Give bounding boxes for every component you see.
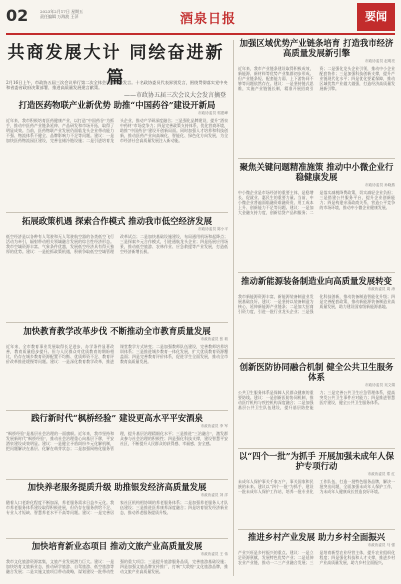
- lead-paragraph: 2月16日上午，市政协五届三次会议举行第二次全体会议暨大会发言。十名政协委员代表界别发言，围绕贯彻落实党中央和省委省政府决策部署、推进高质量发展建言献策。: [6, 80, 228, 91]
- article-title: 聚焦关键问题精准施策 推动中小微企业行稳健康发展: [239, 162, 394, 182]
- headline-title: 共商发展大计 同绘奋进新篇: [7, 43, 225, 88]
- article-byline: 市政协委员 赵明亮: [365, 59, 395, 63]
- article-elderly-care: [6, 482, 228, 536]
- masthead: [6, 3, 395, 35]
- article-smes: [238, 162, 395, 270]
- article-culture-tourism: [6, 541, 228, 581]
- article-body: 我市文化旅游资源富集，文旅产业发展潜力巨大。建议：一是加快培育文旅新业态，推动研学旅游、自驾旅游、低空旅游等融合发展；二是实施文旅项目带动战略，谋划建设一批带动性强的重大项目；三是提升旅游服务品质，完善旅游基础设施；四是加强文旅品牌宣传推广，打响“大敦煌”文化旅游品牌，推动文旅产业高质量发展。: [6, 559, 228, 575]
- article-public-health: [238, 362, 395, 446]
- article-medicine: [6, 100, 228, 210]
- article-byline: 市政协委员 刘 洋: [200, 493, 228, 497]
- article-title: 推动新能源装备制造业向高质量发展转变: [241, 276, 392, 286]
- article-byline: 市政协委员 马 强: [367, 543, 395, 547]
- headline-subtitle: ——市政协五届三次会议大会发言摘登: [123, 92, 226, 99]
- divider: [6, 410, 228, 411]
- article-title: 加快养老服务提质升级 助推银发经济高质量发展: [27, 482, 207, 492]
- article-byline: 市政协委员 王 伟: [200, 552, 228, 556]
- article-title: 推进乡村产业发展 助力乡村全面振兴: [248, 532, 385, 542]
- article-body: 未成年人保护事关千家万户，事关国家和民族的未来。建议以“四个一批”为抓手，建设一批未成年人保护工作站，培养一批专业化工作队伍，打造一批特色服务品牌，解决一批突出问题，全面加强未成年人保护工作，为未成年人健康成长营造良好环境。: [238, 479, 395, 495]
- article-byline: 市政协委员 张 莉: [200, 337, 228, 341]
- article-body: 公共卫生服务体系是保障人民群众健康的重要防线。建议：一是创新医防协同机制，推动医疗机构与疾控机构深度融合；二是加强基层公共卫生队伍建设，提升基层防控能力；三是完善公共卫生应急管理体系，提高突发公共卫生事件应对能力；四是推进智慧医疗建设，健全公共卫生服务体系。: [238, 390, 395, 411]
- article-byline: 市政协委员 陈小平: [198, 227, 228, 231]
- article-body: 中小微企业是市场经济的重要主体，是稳增长、促就业、惠民生的重要力量。当前，中小微企业普遍面临融资难融资贵、用工成本上升、创新能力不足等问题。建议：一是加大金融支持力度，创新信贷产品和服务；二是落实减税降费政策，切实减轻企业负担；三是搭建公共服务平台，提升企业创新能力；四是构建亲清政商关系，营造公平竞争的市场环境，推动中小微企业健康发展。: [238, 190, 395, 216]
- article-body: “枫桥经验”是基层社会治理的一面旗帜。近年来，我市坚持和发展新时代“枫桥经验”，推动社会治理重心向基层下移，平安酒泉建设成效明显。建议：一是健全矛盾纠纷多元化解机制，把问题解决在基层、化解在萌芽状态；二是加强网格化服务管理，提升基层治理精细化水平；三是推进“三治融合”，激发群众参与社会治理的积极性；四是强化科技支撑，建设智慧平安社区，不断提升人民群众的获得感、幸福感、安全感。: [6, 431, 228, 452]
- editor-line: 责任编辑 万海波 王萍: [40, 14, 79, 19]
- divider: [238, 529, 395, 530]
- divider: [6, 538, 228, 539]
- article-title: 践行新时代“枫桥经验” 建设更高水平平安酒泉: [31, 413, 203, 423]
- article-body: 我市新能源资源丰富，新能源装备制造业发展基础良好。建议：一是坚持以装备制造为核心，延伸新能源产业链条；二是加大招商引资力度，引进一批行业龙头企业；三是强化科技创新，推动装备制造智能化升级；四是完善配套政策，推动新能源装备制造业高质量发展，助力建设国家级新能源基地。: [238, 294, 395, 315]
- article-rural-industry: [238, 532, 395, 581]
- article-title: 拓展政策机遇 探索合作模式 推动我市低空经济发展: [21, 216, 213, 226]
- article-body: 近年来，我市产业链条建设取得积极成效，新能源、新材料等优势产业集群初步形成。但产业链条短、配套能力弱、上下游协同不够等问题依然存在。建议：一是坚持链式思维，实施产业链链长制，精准开展招商引资；二是强化龙头企业引领，推动中小企业配套协作；三是加强科技创新支撑，提升产业链现代化水平；四是优化要素保障，推动区域优势产业做大做强，打造经济高质量发展新引擎。: [238, 66, 395, 92]
- date-line: [40, 9, 100, 19]
- article-minors-protection: [238, 451, 395, 527]
- article-title: 加强区域优势产业链条培育 打造我市经济高质量发展新引擎: [239, 38, 394, 58]
- divider: [238, 358, 395, 359]
- article-industry-chain: [238, 38, 395, 156]
- article-body: 近年来，我市积极培育医药健康产业，以打造“中国药谷”为抓手，推动中医药产业链条延伸、产品研发和市场开拓，取得了明显成效。当前，医药物联产业发展仍面临龙头企业带动能力不强、物流体系不健全、品牌影响力不足等问题。建议：一是加快医药物流园区建设，完善仓储冷链设施；二是引进培育龙头企业，推动产学研深度融合；三是强化品牌建设，提升“酒泉中药材”市场竞争力；四是完善政策支持体系，优化营商环境，助推“中国药谷”建设开创新局面。同时加强人才培养和科技创新，推动医药产业向高端化、智能化、绿色化方向发展，为全市经济社会高质量发展注入新动能。: [6, 118, 228, 144]
- paper-name: 酒泉日报: [180, 12, 237, 27]
- divider: [6, 212, 228, 213]
- divider: [6, 479, 228, 480]
- page-number: 02: [6, 6, 29, 25]
- article-byline: 市政协委员 周 涛: [367, 287, 395, 291]
- article-title: 加快培育新业态项目 推动文旅产业高质量发展: [31, 541, 203, 551]
- divider: [6, 322, 228, 323]
- article-title: 打造医药物联产业新优势 助推“中国药谷”建设开新局: [18, 100, 216, 110]
- article-byline: 市政协委员 孙晓燕: [365, 183, 395, 187]
- article-byline: 市政协委员 李 军: [200, 424, 228, 428]
- article-byline: 市政协委员 郑 红: [367, 472, 395, 476]
- article-new-energy: [238, 276, 395, 356]
- article-byline: 市政协委员 吴文娟: [365, 383, 395, 387]
- article-body: 近年来，全市教育事业发展取得长足进步，办学条件显著改善，教育质量稳步提升。但与人民群众对优质教育的期盼相比，仍存在城乡教育资源配置不均衡、优质师资不足、教育评价改革推进缓慢等问题。建议：一是深化教育教学改革，推进课堂教学方式转变；二是加强教师队伍建设，完善教师培养培训体系；三是推进城乡教育一体化发展，扩大优质教育资源覆盖面；四是完善教育评价体系，促进学生全面发展，推动全市教育高质量发展。: [6, 344, 228, 365]
- article-title: 以“四个一批”为抓手 开展加强未成年人保护专项行动: [239, 451, 394, 471]
- article-fengqiao: [6, 413, 228, 477]
- article-title: 创新医防协同融合机制 健全公共卫生服务体系: [239, 362, 394, 382]
- divider: [238, 448, 395, 449]
- issue-date: 2023年2月17日 星期五: [40, 9, 84, 14]
- article-low-altitude: [6, 216, 228, 320]
- article-education: [6, 326, 228, 408]
- article-title: 加快教育教学改革步伐 不断推动全市教育质量发展: [23, 326, 211, 336]
- section-label: 要闻: [357, 3, 395, 31]
- column-divider: [233, 40, 234, 576]
- divider: [238, 272, 395, 273]
- article-body: 随着人口老龄化程度不断加深，养老服务需求日益多元化。我市养老服务体系建设取得积极进展，但仍存在服务供给不足、专业人才短缺、智慧养老水平不高等问题。建议：一是完善居家社区机构相协调的养老服务体系；二是加强养老服务人才队伍建设；三是推进医养康养深度融合；四是培育银发经济新业态，推动养老服务提质升级。: [6, 500, 228, 516]
- article-body: 产业兴旺是乡村振兴的重点。建议：一是立足资源禀赋，发展特色优势产业；二是延伸农业产业链，推动一二三产业融合发展；三是培育新型农业经营主体，提升农业组织化程度；四是强化科技和人才支撑，推进乡村产业高质量发展，助力乡村全面振兴。: [238, 550, 395, 566]
- divider: [238, 158, 395, 159]
- article-byline: 市政协委员 郭建峰: [198, 111, 228, 115]
- article-body: 低空经济是以各种有人驾驶和无人驾驶航空器的各类低空飞行活动为牵引，辐射带动相关领域融合发展的综合性经济形态。我市空域资源丰富、气象条件优越，发展低空经济具有得天独厚的优势。建议：一是抢抓政策机遇，积极争取低空空域管理改革试点；二是加快基础设施建设，布局通用机场和起降点；三是探索多元合作模式，引进通航龙头企业；四是拓展应用场景，推动低空旅游、农林作业、应急救援等产业发展，打造低空经济新增长极。: [6, 234, 228, 255]
